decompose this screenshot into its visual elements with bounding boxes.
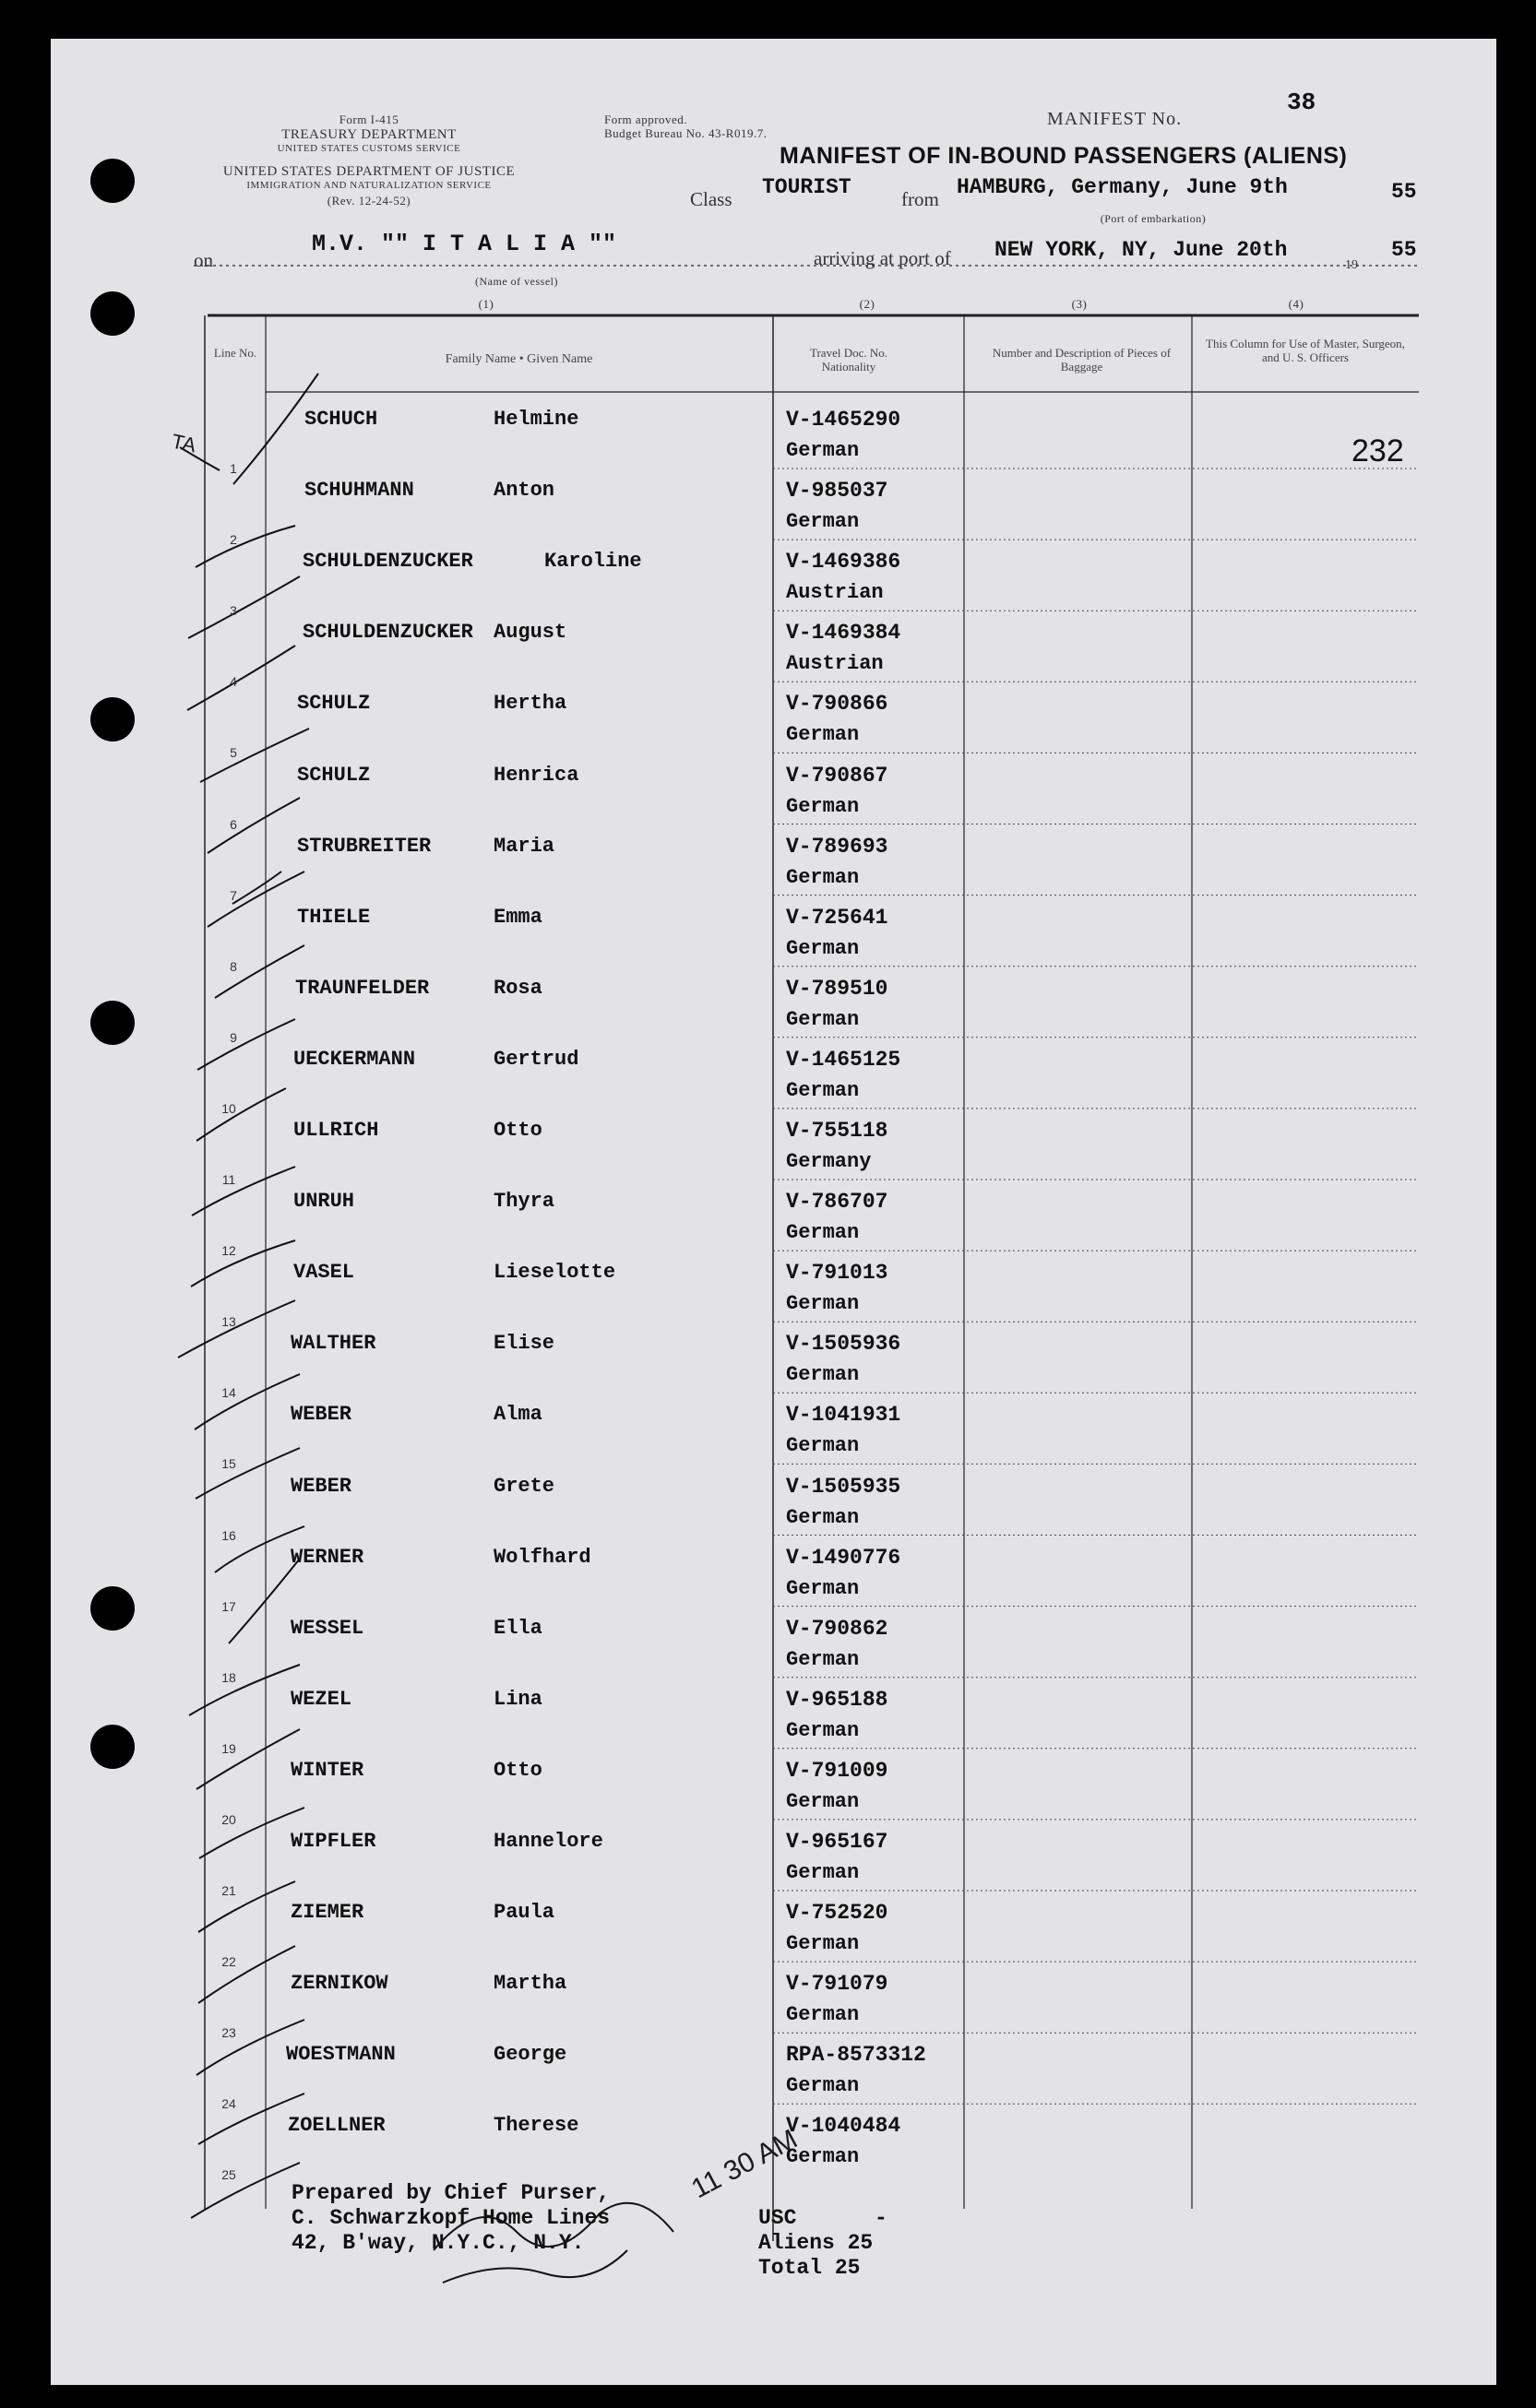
travel-doc-no: V-786707 <box>786 1190 888 1215</box>
travel-doc-no: V-1465290 <box>786 408 901 432</box>
given-name: Gertrud <box>494 1047 579 1071</box>
family-name: UECKERMANN <box>293 1047 416 1071</box>
form-number: Form I-415 <box>339 113 399 126</box>
nationality: German <box>786 510 860 534</box>
family-name: WOESTMANN <box>286 2043 396 2067</box>
header-baggage: Number and Description of Pieces of Baggage <box>992 346 1172 374</box>
given-name: Hertha <box>494 692 567 716</box>
binder-hole <box>90 1586 135 1631</box>
line-number: 3 <box>230 603 237 619</box>
year-prefix: 19 <box>1345 258 1358 272</box>
travel-doc-no: V-1041931 <box>786 1403 901 1428</box>
line-number: 18 <box>221 1669 236 1685</box>
header-line-no: Line No. <box>213 346 257 360</box>
given-name: George <box>494 2043 567 2067</box>
nationality: German <box>786 2074 860 2098</box>
family-name: WEBER <box>291 1474 352 1498</box>
family-name: ZOELLNER <box>288 2114 386 2138</box>
line-number: 10 <box>221 1100 236 1116</box>
given-name: Elise <box>494 1332 555 1356</box>
ins-service: IMMIGRATION AND NATURALIZATION SERVICE <box>246 180 492 191</box>
nationality: German <box>786 723 860 747</box>
nationality: German <box>786 1434 860 1458</box>
line-number: 5 <box>230 745 237 761</box>
travel-doc-no: V-791009 <box>786 1758 888 1783</box>
line-number: 11 <box>221 1172 236 1187</box>
given-name: Alma <box>494 1403 542 1427</box>
manifest-no-label: MANIFEST No. <box>1047 109 1183 129</box>
nationality: German <box>786 1292 860 1316</box>
family-name: WALTHER <box>291 1332 376 1356</box>
family-name: SCHULDENZUCKER <box>303 621 473 645</box>
nationality: German <box>786 2003 860 2027</box>
family-name: VASEL <box>293 1261 355 1285</box>
nationality: German <box>786 439 860 462</box>
margin-mark: TA <box>169 429 198 457</box>
family-name: TRAUNFELDER <box>295 976 430 1000</box>
given-name: Otto <box>494 1119 542 1142</box>
from-label: from <box>901 188 939 210</box>
line-number: 2 <box>230 532 237 548</box>
line-number: 13 <box>221 1314 236 1330</box>
col-num-2: (2) <box>859 297 875 311</box>
nationality: German <box>786 1221 860 1245</box>
family-name: THIELE <box>297 905 371 929</box>
line-number: 17 <box>221 1598 236 1614</box>
family-name: UNRUH <box>293 1190 355 1214</box>
from-value: HAMBURG, Germany, June 9th <box>957 175 1288 199</box>
given-name: Paula <box>494 1901 555 1925</box>
family-name: WINTER <box>291 1758 364 1782</box>
travel-doc-no: V-1505935 <box>786 1474 901 1499</box>
line-number: 25 <box>221 2167 236 2183</box>
nationality: German <box>786 1363 860 1387</box>
travel-doc-no: V-791013 <box>786 1261 888 1286</box>
line-number: 21 <box>221 1883 236 1898</box>
given-name: Wolfhard <box>494 1545 591 1569</box>
vessel-caption: (Name of vessel) <box>475 275 558 288</box>
travel-doc-no: V-752520 <box>786 1901 888 1926</box>
family-name: WIPFLER <box>291 1830 376 1853</box>
prepared-by-3: 42, B'way, N.Y.C., N.Y. <box>292 2231 585 2255</box>
travel-doc-no: V-1490776 <box>786 1545 901 1570</box>
travel-doc-no: V-789510 <box>786 976 888 1001</box>
line-number: 19 <box>221 1740 236 1756</box>
embarkation-caption: (Port of embarkation) <box>1100 212 1207 225</box>
form-revision: (Rev. 12-24-52) <box>327 194 411 208</box>
nationality: German <box>786 1078 860 1102</box>
travel-doc-no: V-985037 <box>786 479 888 504</box>
manifest-number: 38 <box>1287 89 1316 116</box>
family-name: WESSEL <box>291 1616 364 1640</box>
given-name: Lina <box>494 1687 542 1711</box>
header-family-name: Family Name • Given Name <box>445 352 593 366</box>
usc-label: USC <box>758 2206 797 2230</box>
nationality: German <box>786 1007 860 1031</box>
given-name: Lieselotte <box>494 1261 616 1285</box>
nationality: German <box>786 1932 860 1956</box>
given-name: Otto <box>494 1758 542 1782</box>
year-from: 55 <box>1391 180 1417 204</box>
travel-doc-no: RPA-8573312 <box>786 2043 926 2068</box>
given-name: Helmine <box>494 408 579 431</box>
family-name: WEBER <box>291 1403 352 1427</box>
given-name: Rosa <box>494 976 542 1000</box>
travel-doc-no: V-790866 <box>786 692 888 717</box>
vessel-name: M.V. "" I T A L I A "" <box>312 231 617 257</box>
binder-hole <box>90 1725 135 1769</box>
nationality: German <box>786 1505 860 1529</box>
family-name: SCHUCH <box>304 408 378 431</box>
family-name: SCHULZ <box>297 763 371 787</box>
prepared-by-2: C. Schwarzkopf Home Lines <box>292 2206 611 2230</box>
manifest-paper <box>51 39 1496 2385</box>
family-name: ULLRICH <box>293 1119 379 1142</box>
given-name: Anton <box>494 479 555 503</box>
arriving-label: arriving at port of <box>814 247 951 269</box>
form-approved: Form approved. <box>604 113 688 126</box>
nationality: German <box>786 1718 860 1742</box>
nationality: German <box>786 865 860 889</box>
line-number: 15 <box>221 1456 236 1472</box>
treasury-dept: TREASURY DEPARTMENT <box>281 127 457 142</box>
travel-doc-no: V-1465125 <box>786 1047 901 1072</box>
given-name: August <box>494 621 567 645</box>
col-num-3: (3) <box>1071 297 1088 311</box>
usc-value: - <box>875 2206 887 2230</box>
class-value: TOURIST <box>762 175 851 199</box>
handwritten-time-note: 11 30 AM <box>686 2123 803 2205</box>
family-name: SCHUHMANN <box>304 479 414 503</box>
line-number: 8 <box>230 958 237 974</box>
given-name: Grete <box>494 1474 555 1498</box>
given-name: Emma <box>494 905 542 929</box>
nationality: German <box>786 2145 860 2169</box>
travel-doc-no: V-1469384 <box>786 621 901 646</box>
given-name: Thyra <box>494 1190 555 1214</box>
travel-doc-no: V-1469386 <box>786 550 901 575</box>
binder-hole <box>90 1001 135 1045</box>
nationality: German <box>786 1861 860 1884</box>
family-name: STRUBREITER <box>297 834 432 858</box>
header-officers: This Column for Use of Master, Surgeon, and U. S. Officers <box>1206 337 1405 364</box>
travel-doc-no: V-1040484 <box>786 2114 901 2139</box>
given-name: Ella <box>494 1616 542 1640</box>
nationality: Austrian <box>786 652 884 676</box>
family-name: ZIEMER <box>291 1901 364 1925</box>
manifest-title: MANIFEST OF IN-BOUND PASSENGERS (ALIENS) <box>780 143 1348 169</box>
line-number: 14 <box>221 1385 236 1401</box>
given-name: Martha <box>494 1972 567 1996</box>
nationality: German <box>786 1789 860 1813</box>
family-name: SCHULDENZUCKER <box>303 550 473 574</box>
nationality: Austrian <box>786 581 884 605</box>
travel-doc-no: V-789693 <box>786 834 888 859</box>
justice-dept: UNITED STATES DEPARTMENT OF JUSTICE <box>222 164 516 179</box>
line-number: 4 <box>230 674 237 690</box>
nationality: German <box>786 936 860 960</box>
given-name: Therese <box>494 2114 579 2138</box>
line-number: 6 <box>230 816 237 832</box>
family-name: WERNER <box>291 1545 364 1569</box>
line-number: 7 <box>230 887 237 903</box>
travel-doc-no: V-965167 <box>786 1830 888 1854</box>
year-arrival: 55 <box>1391 238 1417 262</box>
line-number: 22 <box>221 1954 236 1970</box>
header-travel-doc: Travel Doc. No. Nationality <box>809 346 887 374</box>
on-label: on <box>194 249 213 271</box>
travel-doc-no: V-790867 <box>786 763 888 788</box>
line-number: 9 <box>230 1029 237 1045</box>
prepared-by-1: Prepared by Chief Purser, <box>292 2181 611 2205</box>
line-number: 12 <box>221 1243 236 1259</box>
binder-hole <box>90 291 135 336</box>
line-number: 1 <box>230 461 237 476</box>
given-name: Maria <box>494 834 555 858</box>
col-num-1: (1) <box>478 297 494 311</box>
line-number: 20 <box>221 1811 236 1827</box>
given-name: Hannelore <box>494 1830 603 1853</box>
nationality: German <box>786 1576 860 1600</box>
travel-doc-no: V-1505936 <box>786 1332 901 1357</box>
given-name: Henrica <box>494 763 579 787</box>
travel-doc-no: V-965188 <box>786 1687 888 1712</box>
nationality: German <box>786 1647 860 1671</box>
aliens-total: Aliens 25 <box>758 2231 874 2255</box>
nationality: German <box>786 794 860 818</box>
class-label: Class <box>690 188 732 210</box>
travel-doc-no: V-791079 <box>786 1972 888 1997</box>
family-name: ZERNIKOW <box>291 1972 388 1996</box>
col-num-4: (4) <box>1288 297 1304 311</box>
line-number: 23 <box>221 2025 236 2041</box>
family-name: WEZEL <box>291 1687 352 1711</box>
binder-hole <box>90 697 135 741</box>
officer-annotation: 232 <box>1351 433 1404 469</box>
family-name: SCHULZ <box>297 692 371 716</box>
travel-doc-no: V-790862 <box>786 1616 888 1641</box>
line-number: 24 <box>221 2096 236 2112</box>
grand-total: Total 25 <box>758 2256 861 2280</box>
given-name: Karoline <box>544 550 642 574</box>
binder-hole <box>90 159 135 203</box>
travel-doc-no: V-725641 <box>786 905 888 930</box>
travel-doc-no: V-755118 <box>786 1119 888 1143</box>
line-number: 16 <box>221 1527 236 1543</box>
customs-service: UNITED STATES CUSTOMS SERVICE <box>277 143 461 154</box>
budget-bureau: Budget Bureau No. 43-R019.7. <box>604 126 768 140</box>
nationality: Germany <box>786 1150 872 1173</box>
arrival-port: NEW YORK, NY, June 20th <box>994 238 1288 262</box>
